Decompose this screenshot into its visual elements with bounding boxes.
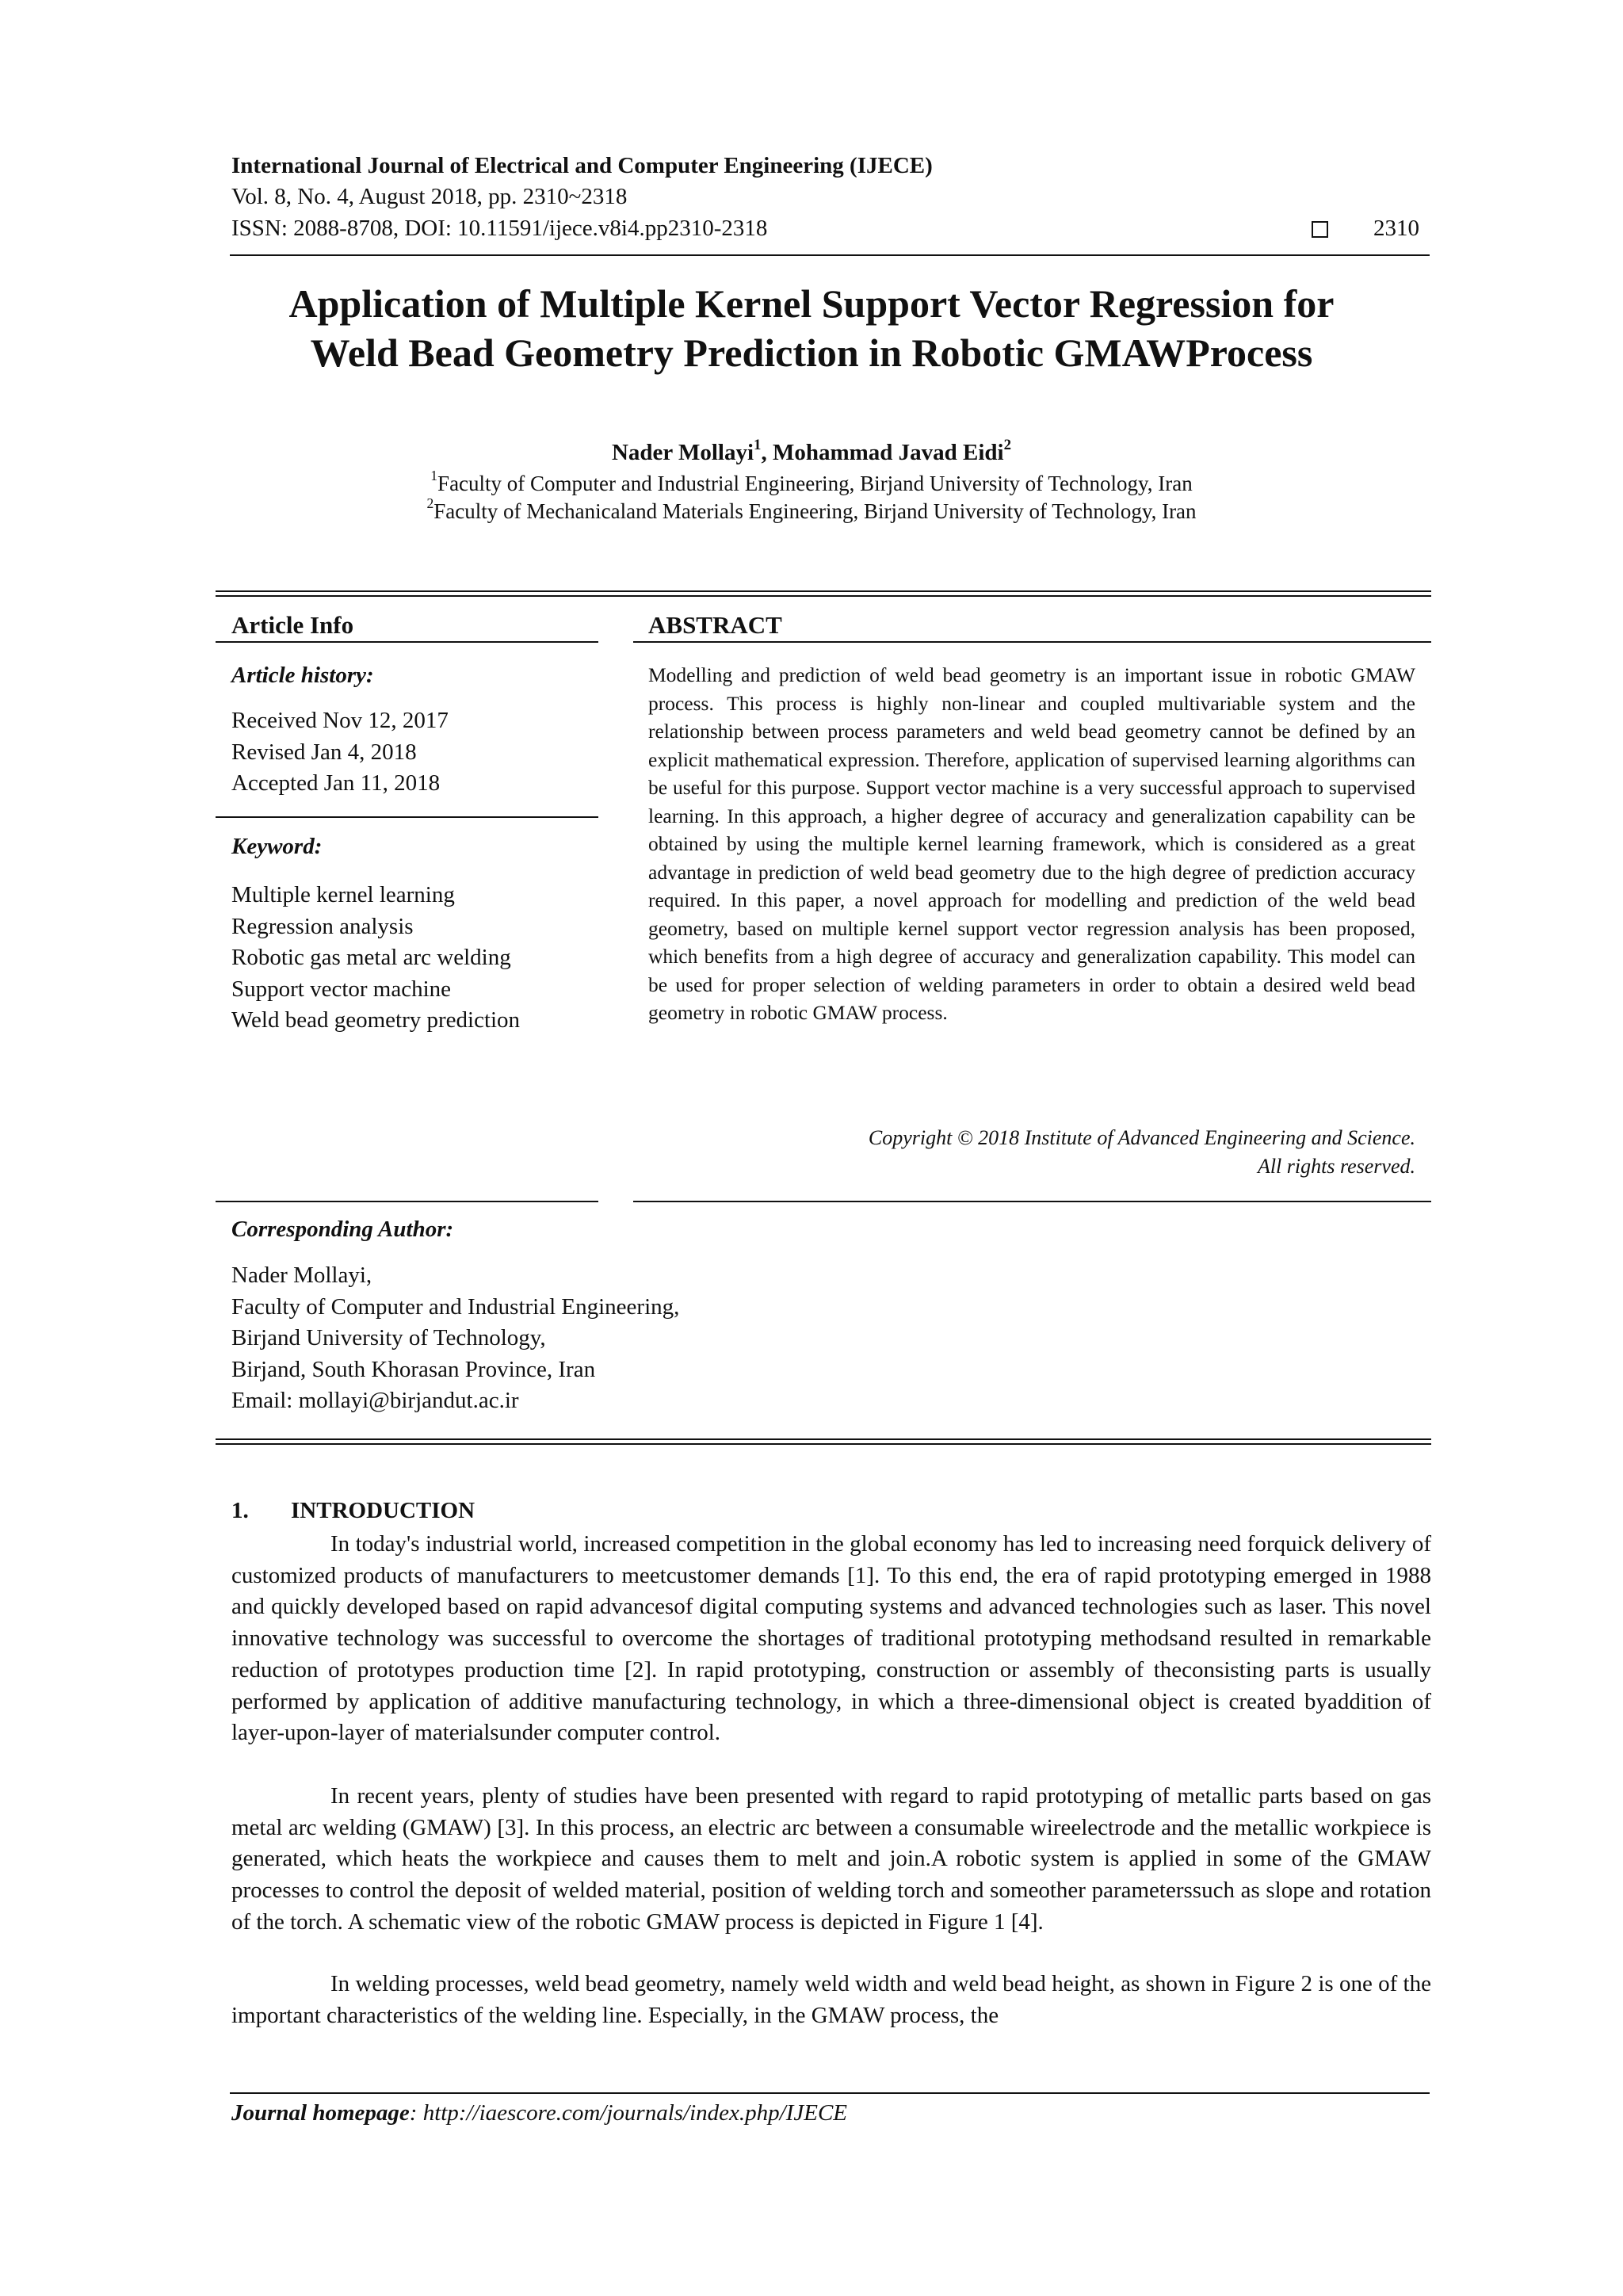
section-title: INTRODUCTION bbox=[291, 1498, 475, 1523]
journal-homepage-url[interactable]: : http://iaescore.com/journals/index.php/IJECE bbox=[409, 2100, 848, 2126]
copyright-line: Copyright © 2018 Institute of Advanced Engineering and Science. bbox=[868, 1126, 1415, 1149]
journal-homepage bbox=[231, 2100, 847, 2126]
journal-title: International Journal of Electrical and Computer Engineering (IJECE) bbox=[231, 153, 933, 178]
abstract-heading: ABSTRACT bbox=[648, 611, 782, 639]
copyright-notice bbox=[648, 1124, 1415, 1181]
corresponding-line: Birjand, South Khorasan Province, Iran bbox=[231, 1356, 596, 1382]
body-paragraph: In welding processes, weld bead geometry, namely weld width and weld bead height, as shown in Figure 2 is one of the important characteristics of the welding line. Especially, in the GMAW process, the bbox=[231, 1971, 1431, 2028]
paper-title-line-1: Application of Multiple Kernel Support Vector Regression for bbox=[288, 281, 1335, 326]
info-box-bottom-rule bbox=[216, 1443, 1431, 1445]
article-info-rule bbox=[216, 816, 598, 818]
affiliation-text: Faculty of Mechanicaland Materials Engineering, Birjand University of Technology, Iran bbox=[433, 499, 1197, 523]
info-box-bottom-rule bbox=[216, 1438, 1431, 1440]
keyword-item: Support vector machine bbox=[231, 976, 452, 1002]
article-history-list bbox=[231, 705, 449, 800]
article-info-rule bbox=[216, 1201, 598, 1202]
corresponding-email: Email: mollayi@birjandut.ac.ir bbox=[231, 1388, 519, 1413]
corresponding-line: Nader Mollayi, bbox=[231, 1263, 372, 1288]
section-number: 1. bbox=[231, 1498, 249, 1523]
keyword-heading: Keyword: bbox=[231, 834, 323, 859]
corresponding-line: Faculty of Computer and Industrial Engineering, bbox=[231, 1293, 680, 1320]
keyword-item: Weld bead geometry prediction bbox=[231, 1007, 521, 1033]
abstract-rule bbox=[633, 641, 1431, 643]
keyword-list bbox=[231, 880, 520, 1037]
author-name: Nader Mollayi bbox=[611, 440, 754, 465]
author-affiliation-mark: 2 bbox=[1003, 436, 1012, 453]
corresponding-author-heading: Corresponding Author: bbox=[231, 1217, 454, 1242]
copyright-line: All rights reserved. bbox=[1257, 1155, 1415, 1178]
affiliation bbox=[158, 468, 1465, 496]
journal-homepage-label: Journal homepage bbox=[231, 2100, 410, 2126]
checkbox-square-icon bbox=[1312, 221, 1328, 238]
article-history-heading: Article history: bbox=[231, 663, 374, 688]
abstract-text: Modelling and prediction of weld bead geometry is an important issue in robotic GMAW process. This process is highly non-linear and coupled multivariable system and the relationship between process parameters and weld bead geometry cannot be defined by an explicit mathematical expression. Therefore, application of supervised learning algorithms can be useful for this purpose. Support vector machine is a very successful approach to supervised learning. In this approach, a higher degree of accuracy and generalization capability can be obtained by using the multiple kernel learning framework, which is considered as a great advantage in prediction of weld bead geometry due to the high degree of prediction accuracy required. In this paper, a novel approach for modelling and prediction of the weld bead geometry, based on multiple kernel support vector regression analysis has been proposed, which benefits from a high degree of accuracy and generalization capability. This model can be used for proper selection of welding parameters in order to obtain a desired weld bead geometry in robotic GMAW process. bbox=[648, 663, 1415, 1024]
history-item: Revised Jan 4, 2018 bbox=[231, 739, 417, 765]
author-separator: , bbox=[761, 440, 773, 465]
journal-issn: ISSN: 2088-8708, DOI: 10.11591/ijece.v8i4.pp2310-2318 bbox=[231, 216, 768, 241]
affiliation-mark: 2 bbox=[426, 495, 434, 512]
author-name: Mohammad Javad Eidi bbox=[772, 440, 1004, 465]
history-item: Received Nov 12, 2017 bbox=[231, 708, 449, 733]
body-paragraph: In recent years, plenty of studies have been presented with regard to rapid prototyping of metallic parts based on gas metal arc welding (GMAW) [3]. In this process, an electric arc between a consumable wireelectrode and the metallic workpiece is generated, which heats the workpiece and causes them to melt and join.A robotic system is applied in some of the GMAW processes to control the deposit of welded material, position of welding torch and someother parameterssuch as slope and rotation of the torch. A schematic view of the robotic GMAW process is depicted in Figure 1 [4]. bbox=[231, 1783, 1431, 1935]
header-divider bbox=[230, 254, 1430, 256]
affiliation-mark: 1 bbox=[430, 468, 438, 484]
body-paragraph: In today's industrial world, increased competition in the global economy has led to increasing need forquick delivery of customized products of manufacturers to meetcustomer demands [1]. To this end, the era of rapid prototyping emerged in 1988 and quickly developed based on rapid advancesof digital computing systems and advanced technologies such as laser. This novel innovative technology was successful to overcome the shortages of traditional prototyping methodsand resulted in remarkable reduction of prototypes production time [2]. In rapid prototyping, construction or assembly of theconsisting parts is usually performed by application of additive manufacturing technology, in which a three-dimensional object is created byaddition of layer-upon-layer of materialsunder computer control. bbox=[231, 1531, 1431, 1746]
footer-divider bbox=[230, 2092, 1430, 2094]
keyword-item: Multiple kernel learning bbox=[231, 882, 455, 907]
author-affiliation-mark: 1 bbox=[754, 436, 762, 453]
paper-title bbox=[158, 279, 1465, 377]
history-item: Accepted Jan 11, 2018 bbox=[231, 770, 441, 796]
journal-volume: Vol. 8, No. 4, August 2018, pp. 2310~2318 bbox=[231, 184, 628, 209]
section-heading-introduction bbox=[231, 1498, 475, 1524]
corresponding-line: Birjand University of Technology, bbox=[231, 1325, 546, 1350]
page-number: 2310 bbox=[1373, 216, 1419, 241]
corresponding-author-details bbox=[231, 1260, 679, 1417]
keyword-item: Regression analysis bbox=[231, 913, 414, 939]
abstract-rule bbox=[633, 1201, 1431, 1202]
keyword-item: Robotic gas metal arc welding bbox=[231, 945, 511, 970]
author-list bbox=[158, 436, 1465, 466]
affiliation bbox=[158, 495, 1465, 524]
info-box-top-rule bbox=[216, 595, 1431, 597]
info-box-top-rule bbox=[216, 590, 1431, 592]
article-info-rule bbox=[216, 641, 598, 643]
paper-title-line-2: Weld Bead Geometry Prediction in Robotic GMAWProcess bbox=[310, 330, 1313, 375]
article-info-heading: Article Info bbox=[231, 611, 354, 639]
affiliation-text: Faculty of Computer and Industrial Engineering, Birjand University of Technology, Iran bbox=[437, 472, 1193, 495]
